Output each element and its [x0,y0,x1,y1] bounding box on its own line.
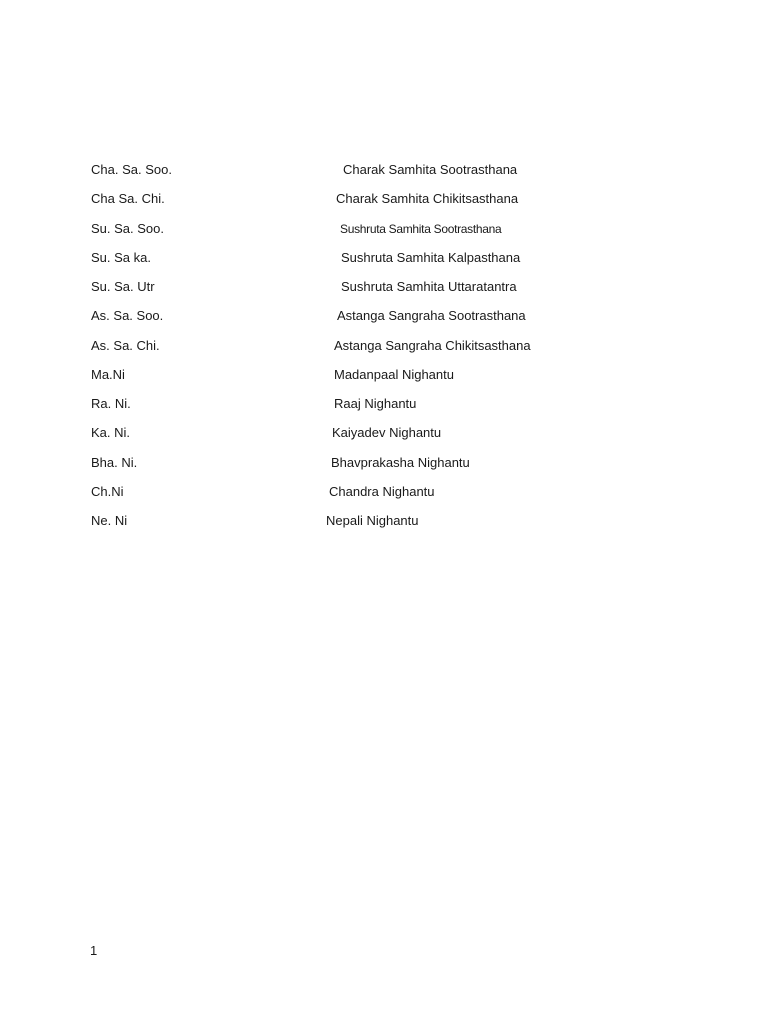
abbreviation: Cha Sa. Chi. [91,191,165,207]
full-form: Madanpaal Nighantu [334,366,454,382]
abbreviation: As. Sa. Soo. [91,308,164,324]
abbreviation-row [0,482,768,511]
abbreviation-list [0,160,768,540]
full-form: Sushruta Samhita Kalpasthana [341,249,521,265]
abbreviation: Su. Sa. Soo. [91,220,164,236]
abbreviation: Ma.Ni [91,366,125,382]
abbreviation-row [0,219,768,248]
abbreviation-row [0,189,768,218]
abbreviation: Ra. Ni. [91,396,131,411]
abbreviation-row [0,248,768,277]
abbreviation-row [0,160,768,189]
abbreviation: As. Sa. Chi. [91,337,160,353]
abbreviation: Ch.Ni [91,483,124,499]
full-form: Astanga Sangraha Sootrasthana [337,308,526,324]
full-form: Kaiyadev Nighantu [332,425,442,441]
full-form: Nepali Nighantu [326,513,419,528]
abbreviation-row [0,277,768,306]
abbreviation-row [0,423,768,452]
abbreviation: Bha. Ni. [91,454,138,470]
abbreviation-row [0,511,768,540]
abbreviation: Su. Sa. Utr [91,279,155,294]
page-number: 1 [90,943,98,958]
abbreviation: Ka. Ni. [91,425,131,441]
abbreviation-row [0,365,768,394]
abbreviation: Su. Sa ka. [91,249,151,265]
full-form: Sushruta Samhita Sootrasthana [340,221,502,236]
abbreviation: Cha. Sa. Soo. [91,162,172,177]
full-form: Charak Samhita Chikitsasthana [336,191,519,207]
full-form: Raaj Nighantu [334,396,417,411]
abbreviation-row [0,453,768,482]
full-form: Charak Samhita Sootrasthana [343,162,518,177]
abbreviation-row [0,306,768,335]
full-form: Chandra Nighantu [329,483,435,499]
abbreviation: Ne. Ni [91,513,128,528]
full-form: Astanga Sangraha Chikitsasthana [334,337,531,353]
abbreviation-row [0,336,768,365]
abbreviation-row [0,394,768,423]
full-form: Sushruta Samhita Uttaratantra [341,279,517,294]
full-form: Bhavprakasha Nighantu [331,454,470,470]
